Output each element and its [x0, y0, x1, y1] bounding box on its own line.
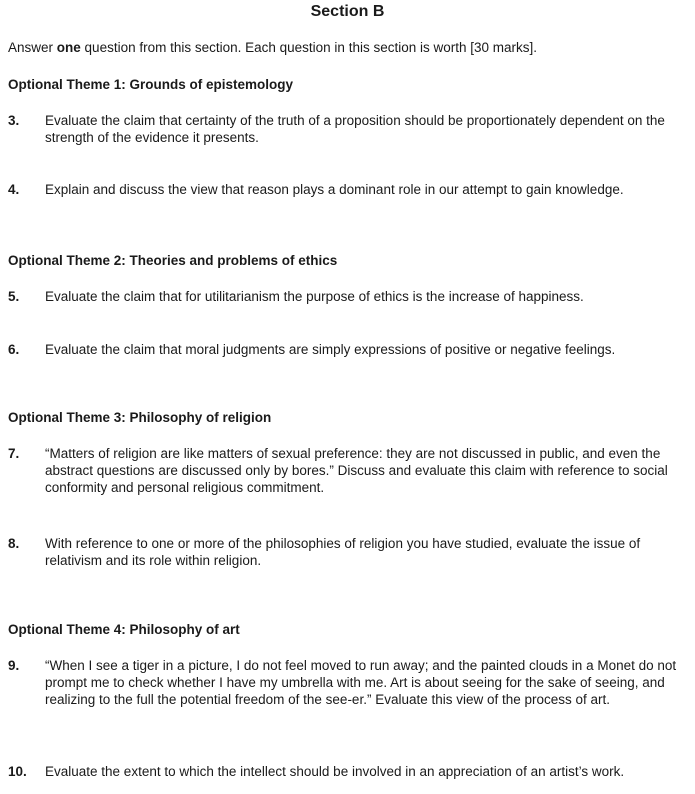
theme-3-heading: Optional Theme 3: Philosophy of religion: [8, 410, 272, 425]
question-number: 8.: [8, 536, 20, 551]
question-number: 7.: [8, 446, 20, 461]
question-number: 6.: [8, 342, 20, 357]
question-number: 4.: [8, 182, 20, 197]
question-text: Explain and discuss the view that reason plays a dominant role in our attempt to gain knowledge.: [45, 182, 624, 197]
instructions: [8, 40, 537, 55]
question-text: Evaluate the extent to which the intellect should be involved in an appreciation of an artist’s work.: [45, 764, 625, 779]
question-text: Evaluate the claim that certainty of the truth of a proposition should be proportionately dependent on the strength of the evidence it presents.: [45, 113, 665, 145]
section-title: Section B: [310, 3, 385, 20]
question-text: Evaluate the claim that moral judgments are simply expressions of positive or negative feelings.: [45, 342, 616, 357]
instructions-post: question from this section. Each question in this section is worth [30 marks].: [80, 40, 538, 55]
question-text: With reference to one or more of the philosophies of religion you have studied, evaluate the issue of relativism and its role within religion.: [45, 536, 641, 568]
question-text: “Matters of religion are like matters of sexual preference: they are not discussed in public, and even the abstract questions are discussed only by bores.” Discuss and evaluate this claim with reference to social conformity and personal religious commitment.: [45, 446, 668, 495]
question-number: 3.: [8, 113, 20, 128]
question-text: “When I see a tiger in a picture, I do not feel moved to run away; and the painted clouds in a Monet do not prompt me to check whether I have my umbrella with me. Art is about seeing for the sake of seeing, and realizing to the full the potential freedom of the see-er.” Evaluate this view of the process of art.: [45, 658, 677, 707]
question-text: Evaluate the claim that for utilitarianism the purpose of ethics is the increase of happiness.: [45, 289, 584, 304]
question-number: 10.: [8, 764, 27, 779]
question-number: 5.: [8, 289, 20, 304]
instructions-pre: Answer: [8, 40, 57, 55]
theme-2-heading: Optional Theme 2: Theories and problems of ethics: [8, 253, 338, 268]
theme-1-heading: Optional Theme 1: Grounds of epistemology: [8, 77, 294, 92]
question-number: 9.: [8, 658, 20, 673]
instructions-emphasis: one: [56, 40, 81, 55]
theme-4-heading: Optional Theme 4: Philosophy of art: [8, 622, 240, 637]
